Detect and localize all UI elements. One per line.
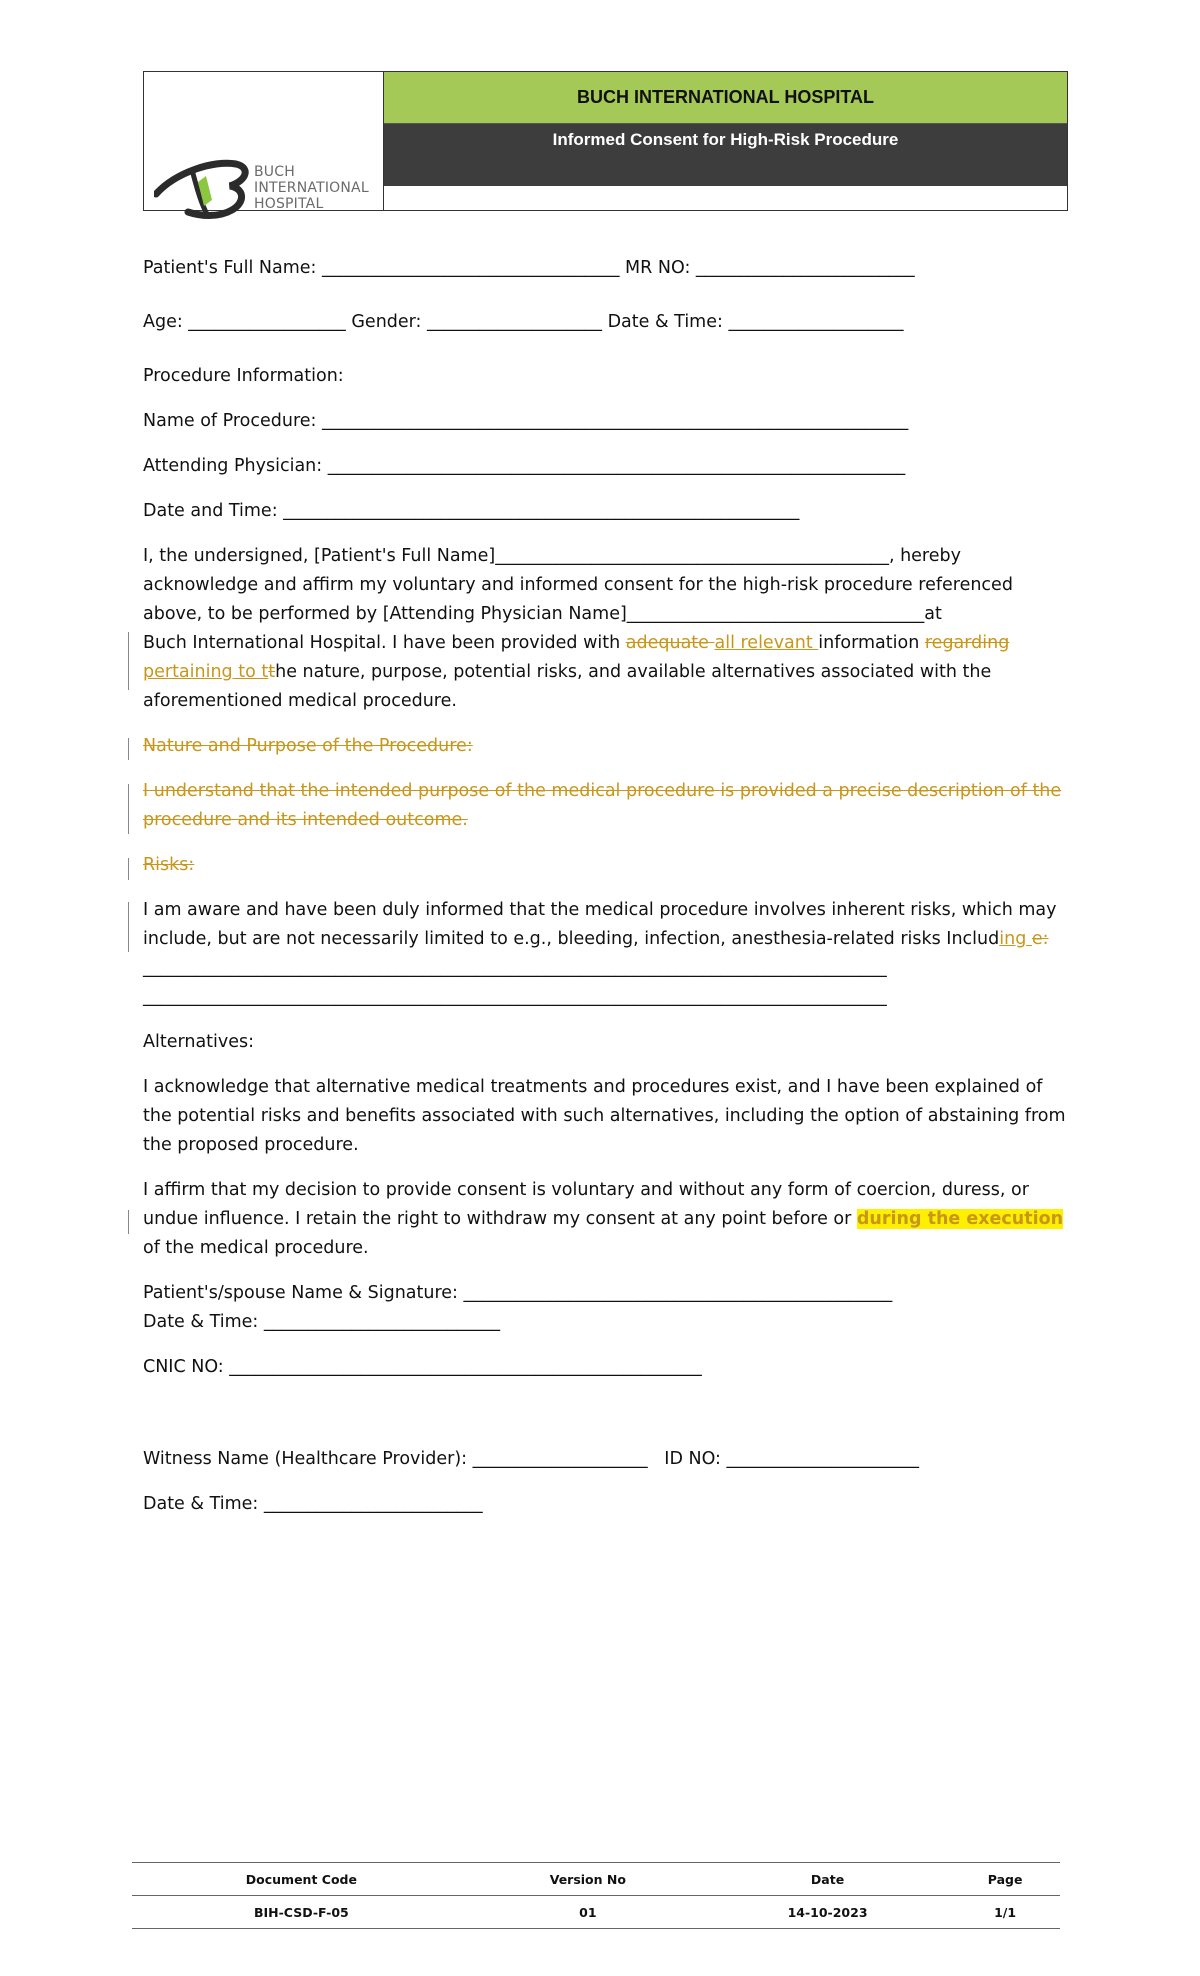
footer-header-cell: Page [950,1863,1060,1896]
change-bar [128,1210,129,1234]
cnic-field[interactable]: CNIC NO: ______________________________________________________ [143,1357,702,1377]
affirm-paragraph: I affirm that my decision to provide consent is voluntary and without any form of coercion, duress, or undue influence. I retain the right to withdraw my consent at any point before or during the execution of the medical procedure. [143,1180,1064,1258]
form-body [143,254,1068,1519]
alternatives-heading: Alternatives: [143,1032,255,1052]
change-bar [128,632,129,690]
version-number: 01 [471,1896,705,1929]
highlighted-text: during the execution [856,1209,1064,1229]
document-code: BIH-CSD-F-05 [132,1896,471,1929]
change-bar [128,902,129,952]
inserted-text: pertaining to t [143,662,269,682]
document-date: 14-10-2023 [705,1896,950,1929]
patient-signature-block [143,1279,1068,1337]
change-bar [128,858,129,880]
hospital-name: BUCH INTERNATIONAL HOSPITAL [384,72,1067,124]
inserted-text: ing [999,929,1027,949]
patient-name-field[interactable]: Patient's Full Name: __________________________________ MR NO: _________________________ [143,258,915,278]
logo-cell [144,72,384,210]
title-blank-row [384,186,1067,210]
risks-blank-line[interactable]: _____________________________________________________________________________________ [143,987,887,1007]
footer-header-cell: Date [705,1863,950,1896]
risks-paragraph: I am aware and have been duly informed that the medical procedure involves inherent risks, which may include, but are not necessarily limited to e.g., bleeding, infection, anesthesia-related risks Including e: _____________________________________________________________________________________ _____________________________________________________________________________________ [143,896,1068,1012]
consent-paragraph: I, the undersigned, [Patient's Full Name]_____________________________________________, hereby acknowledge and affirm my voluntary and informed consent for the high-risk procedure referenced above, to be performed by [Attending Physician Name]__________________________________at Buch International Hospital. I have been provided with adequate all relevant information regarding pertaining to tthe nature, purpose, potential risks, and available alternatives associated with the aforementioned medical procedure. [143,546,1013,711]
footer-header-cell: Document Code [132,1863,471,1896]
document-header [143,71,1068,211]
deleted-text: adequate [625,633,715,653]
risks-blank-line[interactable]: _____________________________________________________________________________________ [143,958,887,978]
age-gender-field[interactable]: Age: __________________ Gender: ____________________ Date & Time: ____________________ [143,312,904,332]
nature-paragraph-deleted: I understand that the intended purpose of the medical procedure is provided a precise description of the procedure and its intended outcome. [143,781,1062,830]
deleted-text: regarding [924,633,1010,653]
witness-field[interactable]: Witness Name (Healthcare Provider): ____________________ ID NO: ______________________ [143,1449,920,1469]
procedure-info-heading: Procedure Information: [143,366,344,386]
title-cell [384,72,1067,210]
change-bar [128,784,129,834]
inserted-text: all relevant [714,633,819,653]
patient-signature-field[interactable]: Patient's/spouse Name & Signature: _________________________________________________ [143,1283,893,1303]
document-footer [132,1862,1060,1929]
deleted-text: e: [1031,929,1049,949]
page-number: 1/1 [950,1896,1060,1929]
deleted-text: t [268,662,276,682]
procedure-name-field[interactable]: Name of Procedure: ___________________________________________________________________ [143,411,909,431]
hospital-logo-icon [154,150,254,222]
signature-date-field[interactable]: Date & Time: ___________________________ [143,1312,501,1332]
alternatives-paragraph: I acknowledge that alternative medical treatments and procedures exist, and I have been explained of the potential risks and benefits associated with such alternatives, including the option of abstaining from the proposed procedure. [143,1077,1066,1155]
logo-text: BUCH INTERNATIONAL HOSPITAL [254,164,369,212]
procedure-date-field[interactable]: Date and Time: ___________________________________________________________ [143,501,800,521]
form-title: Informed Consent for High-Risk Procedure [384,124,1067,186]
footer-header-cell: Version No [471,1863,705,1896]
attending-physician-field[interactable]: Attending Physician: __________________________________________________________________ [143,456,906,476]
witness-date-field[interactable]: Date & Time: _________________________ [143,1494,483,1514]
change-bar [128,738,129,760]
nature-heading-deleted: Nature and Purpose of the Procedure: [143,736,473,756]
risks-heading-deleted: Risks: [143,855,195,875]
